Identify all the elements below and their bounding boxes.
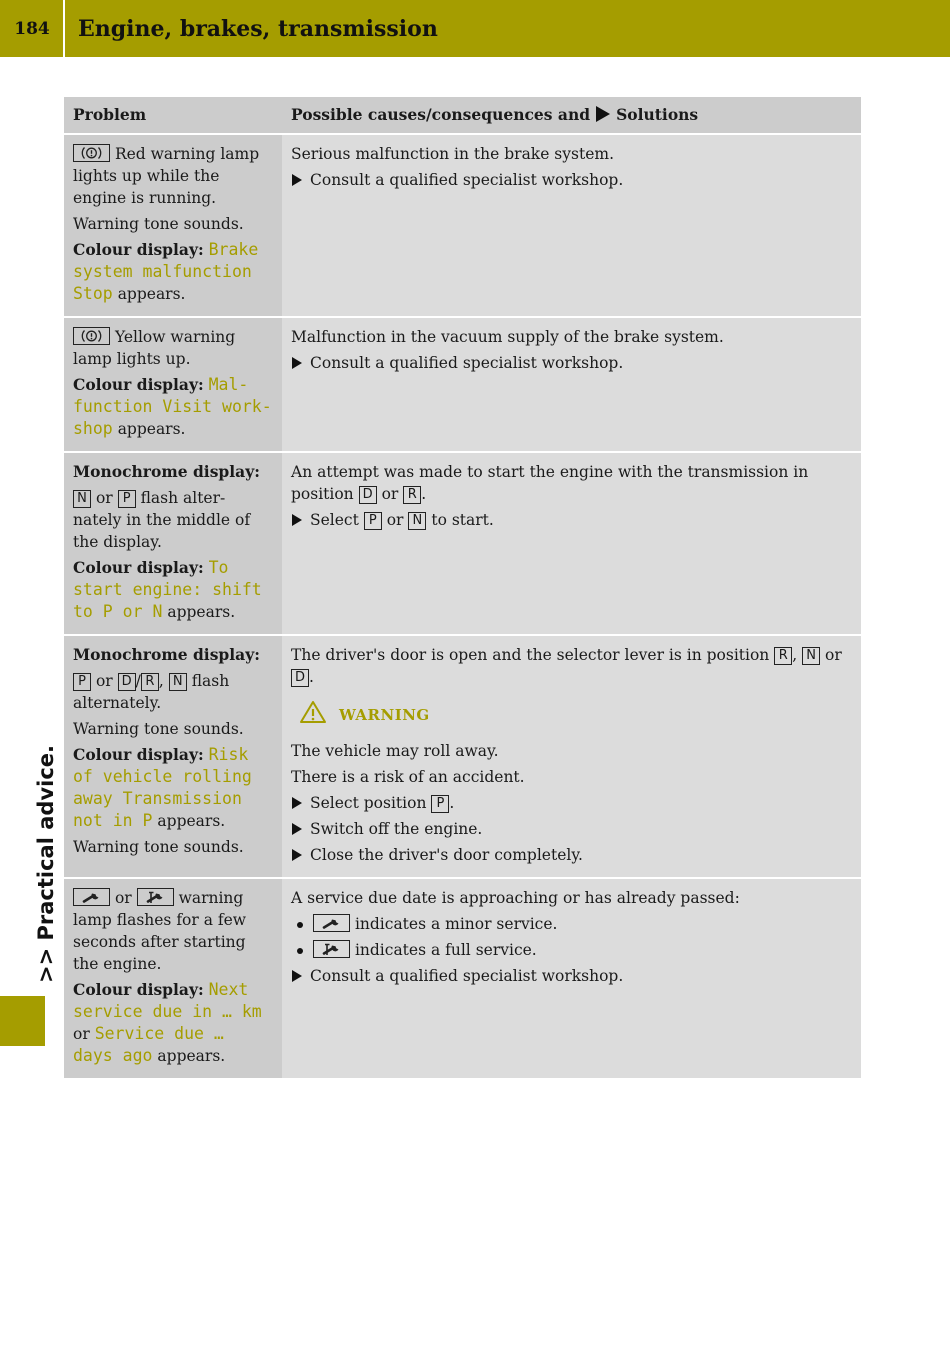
- colour-display-label: Colour display:: [73, 745, 204, 764]
- list-item: [291, 913, 852, 935]
- solution-step: Switch off the engine.: [291, 818, 852, 840]
- or-text: or: [114, 889, 132, 907]
- warning-triangle-icon: [299, 700, 327, 730]
- gear-key-n: N: [408, 512, 426, 530]
- solution-cell: [282, 134, 861, 317]
- gear-key-p: P: [364, 512, 382, 530]
- or-text: or: [95, 672, 113, 690]
- colour-display-label: Colour display:: [73, 558, 204, 577]
- table-row: [64, 452, 861, 635]
- problem-text: Warning tone sounds.: [73, 215, 244, 233]
- gear-key-r: R: [141, 673, 159, 691]
- table-row: [64, 635, 861, 878]
- page-title: Engine, brakes, transmission: [78, 16, 438, 42]
- colour-display-label: Colour display:: [73, 980, 204, 999]
- solution-step: Consult a qualified specialist workshop.: [291, 965, 852, 987]
- solution-step: Consult a qualified specialist workshop.: [291, 352, 852, 374]
- colour-display-label: Colour display:: [73, 375, 204, 394]
- solution-column-header: [282, 97, 861, 134]
- cause-text: Malfunction in the vacuum supply of the brake system.: [291, 328, 724, 346]
- problem-text: Warning tone sounds.: [73, 838, 244, 856]
- table-header-row: [64, 97, 861, 134]
- appears-text: appears.: [157, 1047, 226, 1065]
- solution-step: Close the driver's door completely.: [291, 844, 852, 866]
- or-text: or: [95, 489, 113, 507]
- solution-step: Select position P .: [291, 792, 852, 814]
- header-divider: [63, 0, 65, 57]
- solution-cell: An attempt was made to start the engine with the transmission in position D or R . Select P or N to start.: [282, 452, 861, 635]
- table-row: [64, 317, 861, 452]
- gear-key-p: P: [431, 795, 449, 813]
- problem-text: warning lamp flashes for a few seconds after starting the engine.: [73, 889, 247, 973]
- page-number: 184: [14, 18, 50, 39]
- display-message: To start engine: shift to P or N: [73, 558, 262, 621]
- slash-text: /: [135, 672, 141, 690]
- display-message: Next service due in … km: [73, 980, 262, 1021]
- warning-box: [299, 700, 852, 730]
- comma-text: ,: [158, 672, 164, 690]
- problem-cell: [64, 635, 282, 878]
- or-text: or: [381, 485, 399, 503]
- problem-text: flash alternately.: [73, 672, 230, 712]
- section-label: >> Practical advice.: [34, 745, 58, 983]
- or-text: or: [73, 1025, 90, 1043]
- select-text: Select: [310, 511, 359, 529]
- warning-label: WARNING: [339, 706, 430, 724]
- bullet-text: indicates a full service.: [354, 941, 537, 959]
- full-service-wrench-icon: [137, 888, 174, 906]
- problem-text: Warning tone sounds.: [73, 720, 244, 738]
- gear-key-d: D: [291, 669, 309, 687]
- solution-header-text: Possible causes/consequences and: [291, 105, 591, 124]
- display-message: Risk of vehicle rolling away Transmission not in P: [73, 745, 252, 830]
- step-text: Select position: [310, 794, 427, 812]
- problem-column-header: Problem: [64, 97, 282, 134]
- arrow-icon: [596, 106, 610, 122]
- or-text: or: [386, 511, 404, 529]
- display-message: Mal-function Visit work-shop: [73, 375, 272, 438]
- problem-cell: [64, 452, 282, 635]
- problem-text: flash alter-nately in the middle of the display.: [73, 489, 251, 551]
- gear-key-d: D: [359, 486, 377, 504]
- gear-key-n: N: [73, 490, 91, 508]
- gear-key-p: P: [73, 673, 91, 691]
- solution-cell: [282, 878, 861, 1078]
- problem-cell: [64, 317, 282, 452]
- cause-text: A service due date is approaching or has already passed:: [291, 889, 740, 907]
- cause-text: The driver's door is open and the selector lever is in position: [291, 646, 770, 664]
- cause-text: An attempt was made to start the engine with the transmission in position: [291, 463, 809, 503]
- solution-step: [291, 509, 852, 531]
- solution-header-solutions: Solutions: [616, 105, 699, 124]
- cause-text: Serious malfunction in the brake system.: [291, 145, 614, 163]
- troubleshooting-table: [64, 97, 861, 1078]
- table-row: [64, 878, 861, 1078]
- wrench-icon: [73, 888, 110, 906]
- monochrome-display-label: Monochrome display:: [73, 462, 260, 481]
- section-tab-marker: [0, 996, 45, 1046]
- colour-display-label: Colour display:: [73, 240, 204, 259]
- appears-text: appears.: [117, 285, 186, 303]
- problem-cell: [64, 134, 282, 317]
- table-row: [64, 134, 861, 317]
- gear-key-r: R: [774, 647, 792, 665]
- display-message: Service due … days ago: [73, 1024, 224, 1065]
- problem-cell: [64, 878, 282, 1078]
- gear-key-n: N: [802, 647, 820, 665]
- appears-text: appears.: [167, 603, 236, 621]
- gear-key-p: P: [118, 490, 136, 508]
- bullet-text: indicates a minor service.: [354, 915, 558, 933]
- problem-text: Yellow warning lamp lights up.: [73, 328, 236, 368]
- list-item: [291, 939, 852, 961]
- display-message: Brake system malfunction Stop: [73, 240, 259, 303]
- to-start-text: to start.: [431, 511, 494, 529]
- gear-key-r: R: [403, 486, 421, 504]
- or-text: or: [825, 646, 842, 664]
- brake-warning-icon: [73, 327, 110, 345]
- monochrome-display-label: Monochrome display:: [73, 645, 260, 664]
- wrench-icon: [313, 914, 350, 932]
- gear-key-n: N: [169, 673, 187, 691]
- gear-key-d: D: [118, 673, 136, 691]
- brake-warning-icon: [73, 144, 110, 162]
- solution-step: Consult a qualified specialist workshop.: [291, 169, 852, 191]
- full-service-wrench-icon: [313, 940, 350, 958]
- solution-cell: [282, 317, 861, 452]
- appears-text: appears.: [157, 812, 226, 830]
- warning-text: The vehicle may roll away.: [291, 742, 499, 760]
- appears-text: appears.: [117, 420, 186, 438]
- warning-text: There is a risk of an accident.: [291, 768, 525, 786]
- solution-cell: The driver's door is open and the selector lever is in position R , N or D . WARNING The vehicle may roll away. There is a risk of an accident. Select position P . Switch off the engine. Close the driver's door completely.: [282, 635, 861, 878]
- problem-text: Red warning lamp lights up while the engine is running.: [73, 145, 260, 207]
